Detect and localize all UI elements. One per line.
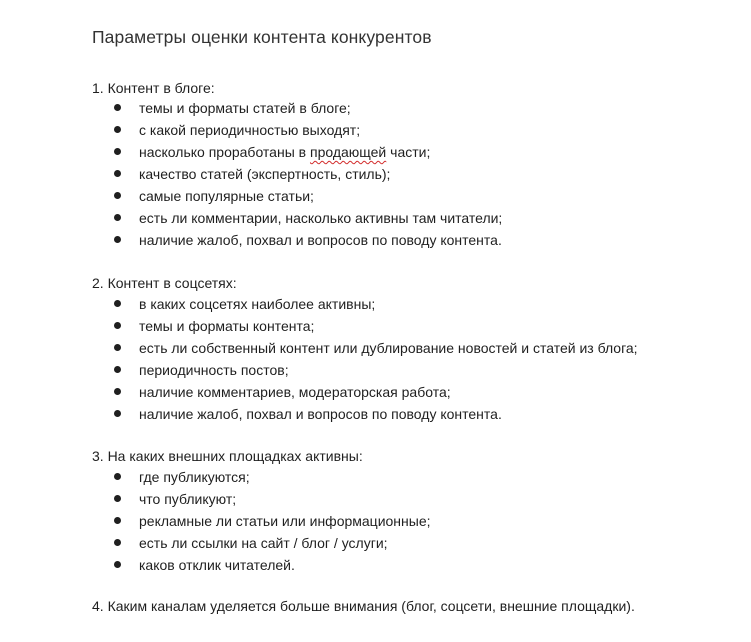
bullet-icon: [114, 366, 121, 373]
bullet-icon: [114, 473, 121, 480]
section-1-heading: 1. Контент в блоге:: [92, 80, 215, 96]
bullet-icon: [114, 236, 121, 243]
bullet-icon: [114, 104, 121, 111]
bullet-icon: [114, 495, 121, 502]
bullet-icon: [114, 539, 121, 546]
bullet-icon: [114, 517, 121, 524]
bullet-icon: [114, 344, 121, 351]
page-title: Параметры оценки контента конкурентов: [92, 27, 432, 47]
bullet-icon: [114, 300, 121, 307]
bullet-icon: [114, 388, 121, 395]
bullet-icon: [114, 322, 121, 329]
bullet-icon: [114, 192, 121, 199]
spellcheck-underlined-word: продающей: [309, 144, 387, 160]
section-2-heading: 2. Контент в соцсетях:: [92, 275, 237, 291]
document-page: Параметры оценки контента конкурентов 1. Контент в блоге: темы и форматы статей в блоге; с какой периодичностью выходят; насколько проработаны в продающей части; качество статей (экспертность, стиль); самые популярные статьи; есть ли комментарии, насколько активны там читатели; наличие жалоб, похвал и вопросов по поводу контента. 2. Контент в соцсетях: в каких соцсетях наиболее активны; темы и форматы контента; есть ли собственный контент или дублирование новостей и статей из блога; периодичность постов; наличие комментариев, модераторская работа; наличие жалоб, похвал и вопросов по поводу контента. 3. На каких внешних площадках активны: где публикуются; что публикуют; рекламные ли статьи или информационные; есть ли ссылки на сайт / блог / услуги; каков отклик читателей. 4. Каким каналам уделяется больше внимания (блог, соцсети, внешние площадки).: [92, 27, 638, 614]
bullet-icon: [114, 410, 121, 417]
bullet-icon: [114, 126, 121, 133]
section-4-heading: 4. Каким каналам уделяется больше внимания (блог, соцсети, внешние площадки).: [92, 598, 635, 614]
bullet-icon: [114, 561, 121, 568]
section-3-heading: 3. На каких внешних площадках активны:: [92, 448, 363, 464]
bullet-icon: [114, 148, 121, 155]
bullet-icon: [114, 170, 121, 177]
bullet-icon: [114, 214, 121, 221]
